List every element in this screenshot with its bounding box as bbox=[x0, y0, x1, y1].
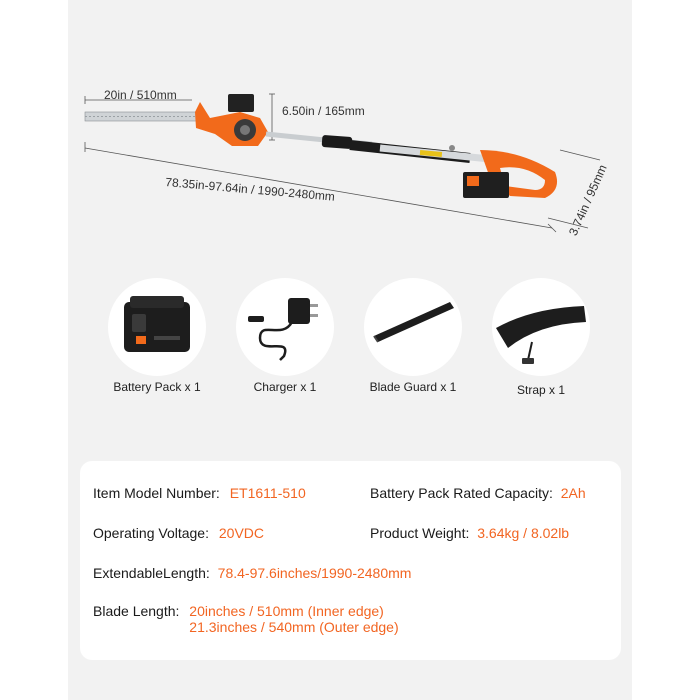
strap-label: Strap x 1 bbox=[516, 383, 566, 397]
spec-extendable-value: 78.4-97.6inches/1990-2480mm bbox=[217, 565, 412, 581]
spec-voltage-value: 20VDC bbox=[218, 525, 265, 541]
strap-icon bbox=[492, 278, 590, 376]
spec-capacity bbox=[370, 485, 586, 501]
head-height-dimension: 6.50in / 165mm bbox=[282, 104, 365, 118]
blade bbox=[85, 112, 205, 121]
trimmer-head bbox=[195, 94, 268, 146]
spec-voltage bbox=[93, 525, 264, 541]
strap-tile bbox=[492, 278, 590, 376]
spec-blade bbox=[93, 603, 399, 635]
spec-blade-value-outer: 21.3inches / 540mm (Outer edge) bbox=[189, 619, 399, 635]
spec-blade-value-inner: 20inches / 510mm (Inner edge) bbox=[189, 603, 384, 619]
pole bbox=[266, 134, 500, 160]
spec-model-label: Item Model Number: bbox=[93, 485, 220, 501]
specifications-card bbox=[80, 461, 621, 660]
spec-capacity-label: Battery Pack Rated Capacity: bbox=[370, 485, 553, 501]
spec-weight-label: Product Weight: bbox=[370, 525, 470, 541]
spec-extendable-label: ExtendableLength: bbox=[93, 565, 210, 581]
spec-weight bbox=[370, 525, 569, 541]
blade-guard-tile bbox=[364, 278, 462, 376]
total-length-dimension: 78.35in-97.64in / 1990-2480mm bbox=[164, 175, 336, 204]
spec-blade-label: Blade Length: bbox=[93, 603, 180, 619]
spec-extendable bbox=[93, 565, 411, 581]
blade-length-dimension: 20in / 510mm bbox=[104, 88, 177, 102]
blade-guard-label: Blade Guard x 1 bbox=[369, 380, 457, 394]
charger-tile bbox=[236, 278, 334, 376]
battery-pack-tile bbox=[108, 278, 206, 376]
spec-voltage-label: Operating Voltage: bbox=[93, 525, 209, 541]
battery-pack-label: Battery Pack x 1 bbox=[113, 380, 201, 394]
hedge-trimmer-illustration bbox=[0, 0, 700, 260]
spec-model bbox=[93, 485, 306, 501]
blade-guard-icon bbox=[364, 278, 462, 376]
charger-label: Charger x 1 bbox=[253, 380, 317, 394]
spec-weight-value: 3.64kg / 8.02lb bbox=[477, 525, 570, 541]
handle-height-dimension: 3.74in / 95mm bbox=[566, 162, 610, 238]
battery-pack-icon bbox=[108, 278, 206, 376]
charger-icon bbox=[236, 278, 334, 376]
spec-model-value: ET1611-510 bbox=[229, 485, 306, 501]
spec-capacity-value: 2Ah bbox=[560, 485, 586, 501]
